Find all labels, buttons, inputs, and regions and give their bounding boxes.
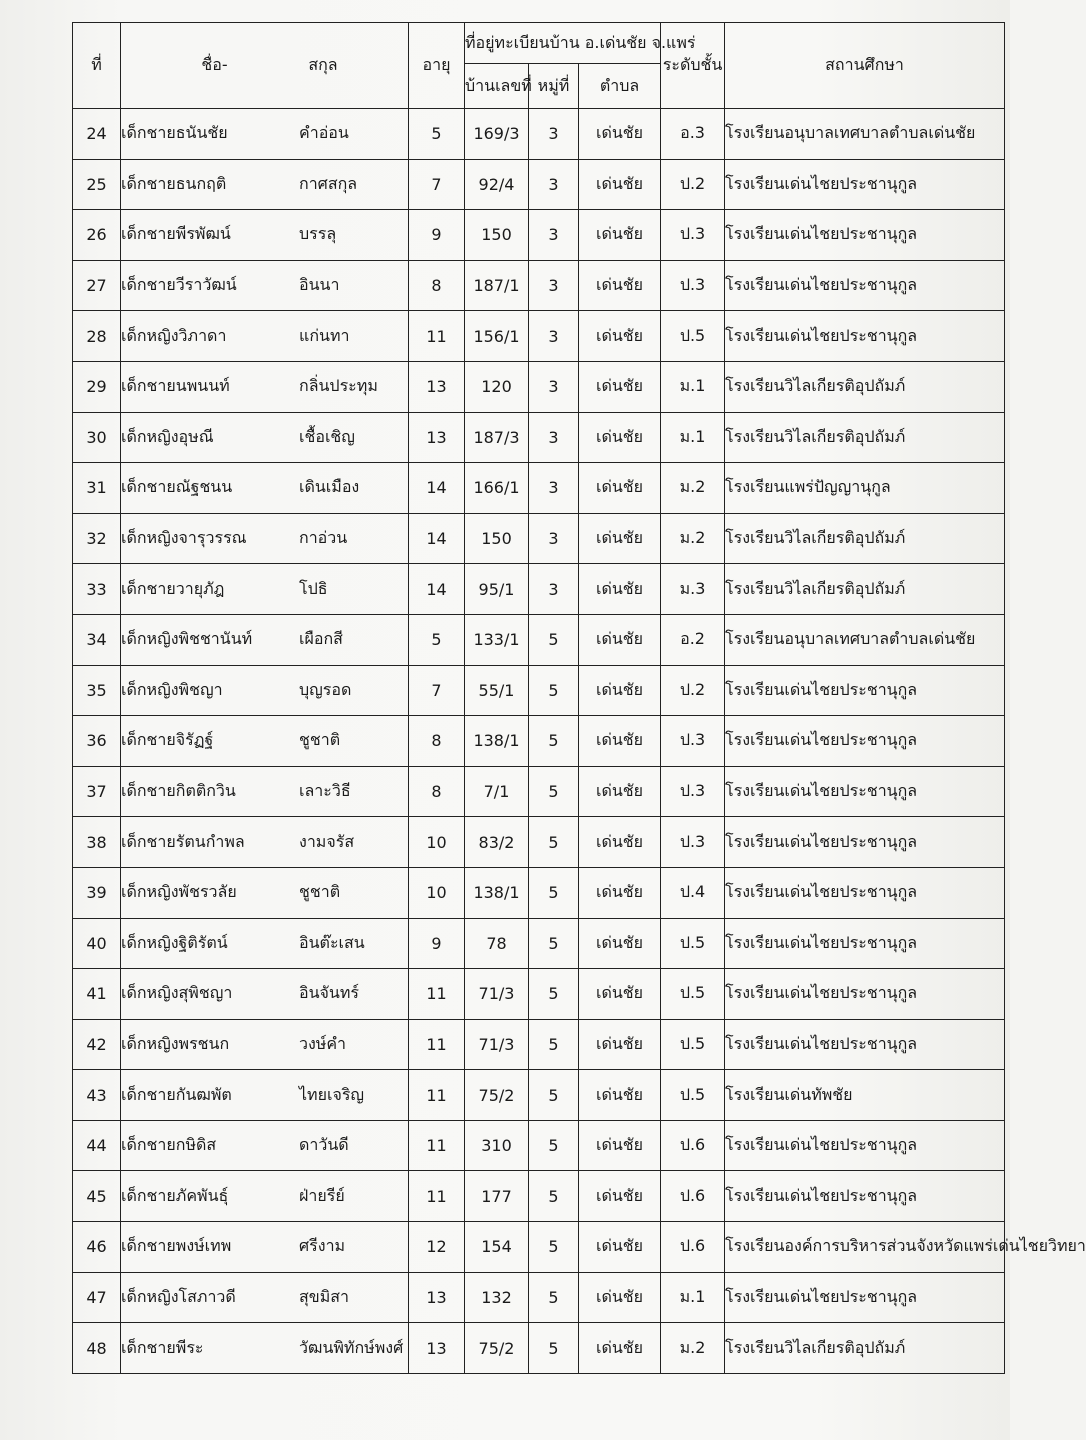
- row-name: [121, 1222, 409, 1273]
- row-no: 45: [73, 1171, 121, 1222]
- row-house-no: 169/3: [465, 109, 529, 160]
- row-grade: ม.2: [661, 513, 725, 564]
- row-age: 14: [409, 564, 465, 615]
- row-name: [121, 1272, 409, 1323]
- row-school: โรงเรียนอนุบาลเทศบาลตำบลเด่นชัย: [725, 614, 1005, 665]
- row-name: [121, 463, 409, 514]
- row-grade: ม.1: [661, 412, 725, 463]
- row-no: 40: [73, 918, 121, 969]
- row-grade: ป.4: [661, 867, 725, 918]
- table-row: [73, 412, 1005, 463]
- row-age: 8: [409, 260, 465, 311]
- row-subdistrict: เด่นชัย: [579, 210, 661, 261]
- row-house-no: 83/2: [465, 817, 529, 868]
- row-village: 5: [529, 1323, 579, 1374]
- table-row: [73, 1171, 1005, 1222]
- row-subdistrict: เด่นชัย: [579, 766, 661, 817]
- row-village: 3: [529, 564, 579, 615]
- row-no: 37: [73, 766, 121, 817]
- row-subdistrict: เด่นชัย: [579, 665, 661, 716]
- row-school: โรงเรียนเด่นไชยประชานุกูล: [725, 1120, 1005, 1171]
- row-village: 5: [529, 1019, 579, 1070]
- table-row: [73, 1323, 1005, 1374]
- table-row: [73, 716, 1005, 767]
- header-age: อายุ: [409, 23, 465, 109]
- row-first-name: เด็กหญิงอุษณี: [121, 426, 214, 446]
- row-school: โรงเรียนเด่นไชยประชานุกูล: [725, 867, 1005, 918]
- row-school: โรงเรียนเด่นไชยประชานุกูล: [725, 1019, 1005, 1070]
- row-name: [121, 766, 409, 817]
- row-village: 5: [529, 665, 579, 716]
- row-school: โรงเรียนอนุบาลเทศบาลตำบลเด่นชัย: [725, 109, 1005, 160]
- row-house-no: 78: [465, 918, 529, 969]
- row-last-name: ฝ่ายรีย์: [299, 1185, 345, 1205]
- row-no: 44: [73, 1120, 121, 1171]
- row-village: 3: [529, 210, 579, 261]
- table-row: [73, 1272, 1005, 1323]
- row-subdistrict: เด่นชัย: [579, 817, 661, 868]
- row-school: โรงเรียนองค์การบริหารส่วนจังหวัดแพร่เด่นไชยวิทยา: [725, 1222, 1005, 1273]
- row-name: [121, 716, 409, 767]
- row-no: 25: [73, 159, 121, 210]
- row-age: 13: [409, 412, 465, 463]
- header-name-last: สกุล: [308, 55, 338, 74]
- row-last-name: อินจันทร์: [299, 983, 359, 1003]
- row-house-no: 154: [465, 1222, 529, 1273]
- row-last-name: แก่นทา: [299, 325, 350, 345]
- row-first-name: เด็กหญิงวิภาดา: [121, 325, 227, 345]
- row-last-name: เผือกสี: [299, 629, 343, 649]
- row-first-name: เด็กชายกันฒพัต: [121, 1084, 232, 1104]
- row-subdistrict: เด่นชัย: [579, 361, 661, 412]
- row-no: 35: [73, 665, 121, 716]
- header-subdistrict: ตำบล: [579, 64, 661, 109]
- row-grade: ม.3: [661, 564, 725, 615]
- row-school: โรงเรียนเด่นไชยประชานุกูล: [725, 817, 1005, 868]
- row-age: 10: [409, 867, 465, 918]
- row-school: โรงเรียนเด่นไชยประชานุกูล: [725, 311, 1005, 362]
- row-first-name: เด็กหญิงพรชนก: [121, 1033, 230, 1053]
- table-row: [73, 311, 1005, 362]
- row-no: 27: [73, 260, 121, 311]
- row-last-name: วัฒนพิทักษ์พงศ์: [299, 1337, 404, 1357]
- table-row: [73, 1019, 1005, 1070]
- row-first-name: เด็กชายพีระ: [121, 1337, 204, 1357]
- row-no: 39: [73, 867, 121, 918]
- row-subdistrict: เด่นชัย: [579, 159, 661, 210]
- row-last-name: ศรีงาม: [299, 1236, 346, 1256]
- row-name: [121, 665, 409, 716]
- row-no: 42: [73, 1019, 121, 1070]
- table-row: [73, 918, 1005, 969]
- row-name: [121, 260, 409, 311]
- row-subdistrict: เด่นชัย: [579, 1120, 661, 1171]
- row-house-no: 75/2: [465, 1070, 529, 1121]
- row-no: 47: [73, 1272, 121, 1323]
- row-house-no: 166/1: [465, 463, 529, 514]
- row-last-name: อินต๊ะเสน: [299, 932, 365, 952]
- row-village: 3: [529, 311, 579, 362]
- row-village: 3: [529, 159, 579, 210]
- row-first-name: เด็กหญิงจารุวรรณ: [121, 528, 247, 548]
- row-village: 5: [529, 1120, 579, 1171]
- row-no: 34: [73, 614, 121, 665]
- header-name-first: ชื่อ-: [201, 55, 228, 74]
- row-village: 3: [529, 260, 579, 311]
- row-village: 3: [529, 412, 579, 463]
- row-village: 3: [529, 361, 579, 412]
- row-grade: ป.5: [661, 969, 725, 1020]
- row-no: 43: [73, 1070, 121, 1121]
- row-subdistrict: เด่นชัย: [579, 1323, 661, 1374]
- header-no: ที่: [73, 23, 121, 109]
- row-house-no: 133/1: [465, 614, 529, 665]
- row-house-no: 156/1: [465, 311, 529, 362]
- table-row: [73, 361, 1005, 412]
- row-last-name: คำอ่อน: [299, 123, 349, 143]
- row-grade: ป.6: [661, 1120, 725, 1171]
- row-school: โรงเรียนวิไลเกียรติอุปถัมภ์: [725, 361, 1005, 412]
- header-name: [121, 23, 409, 109]
- row-first-name: เด็กชายกษิดิส: [121, 1135, 217, 1155]
- row-age: 13: [409, 361, 465, 412]
- row-house-no: 75/2: [465, 1323, 529, 1374]
- row-subdistrict: เด่นชัย: [579, 716, 661, 767]
- header-house-no: บ้านเลขที่: [465, 64, 529, 109]
- row-village: 5: [529, 969, 579, 1020]
- row-last-name: ชูชาติ: [299, 882, 341, 902]
- row-school: โรงเรียนเด่นไชยประชานุกูล: [725, 918, 1005, 969]
- row-grade: ป.3: [661, 210, 725, 261]
- row-last-name: กาศสกุล: [299, 173, 358, 193]
- table-row: [73, 564, 1005, 615]
- row-age: 7: [409, 159, 465, 210]
- row-grade: ป.5: [661, 918, 725, 969]
- table-row: [73, 614, 1005, 665]
- row-name: [121, 1323, 409, 1374]
- row-age: 13: [409, 1323, 465, 1374]
- header-address-group: ที่อยู่ทะเบียนบ้าน อ.เด่นชัย จ.แพร่: [465, 23, 661, 64]
- row-age: 11: [409, 311, 465, 362]
- table-row: [73, 159, 1005, 210]
- row-school: โรงเรียนเด่นไชยประชานุกูล: [725, 665, 1005, 716]
- row-grade: ป.2: [661, 159, 725, 210]
- row-school: โรงเรียนวิไลเกียรติอุปถัมภ์: [725, 513, 1005, 564]
- row-school: โรงเรียนเด่นไชยประชานุกูล: [725, 159, 1005, 210]
- row-house-no: 95/1: [465, 564, 529, 615]
- row-school: โรงเรียนเด่นไชยประชานุกูล: [725, 766, 1005, 817]
- row-house-no: 120: [465, 361, 529, 412]
- row-subdistrict: เด่นชัย: [579, 412, 661, 463]
- row-first-name: เด็กชายรัตนกำพล: [121, 831, 245, 851]
- row-village: 5: [529, 817, 579, 868]
- row-age: 11: [409, 1019, 465, 1070]
- row-grade: ป.5: [661, 1019, 725, 1070]
- row-subdistrict: เด่นชัย: [579, 1222, 661, 1273]
- row-name: [121, 1019, 409, 1070]
- table-row: [73, 1120, 1005, 1171]
- row-age: 14: [409, 513, 465, 564]
- row-first-name: เด็กชายกิตติกวิน: [121, 781, 236, 801]
- table-row: [73, 463, 1005, 514]
- row-house-no: 150: [465, 210, 529, 261]
- row-subdistrict: เด่นชัย: [579, 1171, 661, 1222]
- row-school: โรงเรียนเด่นทัพชัย: [725, 1070, 1005, 1121]
- row-first-name: เด็กชายธนันชัย: [121, 123, 228, 143]
- row-school: โรงเรียนเด่นไชยประชานุกูล: [725, 969, 1005, 1020]
- table-row: [73, 109, 1005, 160]
- row-grade: อ.2: [661, 614, 725, 665]
- row-last-name: บุญรอด: [299, 679, 352, 699]
- row-last-name: เลาะวิธี: [299, 781, 351, 801]
- row-age: 11: [409, 1120, 465, 1171]
- table-row: [73, 513, 1005, 564]
- row-name: [121, 1070, 409, 1121]
- row-grade: อ.3: [661, 109, 725, 160]
- row-house-no: 71/3: [465, 1019, 529, 1070]
- row-age: 8: [409, 766, 465, 817]
- row-subdistrict: เด่นชัย: [579, 260, 661, 311]
- row-age: 12: [409, 1222, 465, 1273]
- table-row: [73, 1070, 1005, 1121]
- row-first-name: เด็กหญิงสุพิชญา: [121, 983, 233, 1003]
- row-last-name: ชูชาติ: [299, 730, 341, 750]
- row-school: โรงเรียนวิไลเกียรติอุปถัมภ์: [725, 1323, 1005, 1374]
- row-village: 5: [529, 1171, 579, 1222]
- row-name: [121, 109, 409, 160]
- row-subdistrict: เด่นชัย: [579, 1019, 661, 1070]
- row-name: [121, 867, 409, 918]
- row-subdistrict: เด่นชัย: [579, 564, 661, 615]
- row-no: 36: [73, 716, 121, 767]
- row-village: 5: [529, 766, 579, 817]
- row-school: โรงเรียนเด่นไชยประชานุกูล: [725, 716, 1005, 767]
- row-last-name: เดินเมือง: [299, 477, 360, 497]
- row-no: 24: [73, 109, 121, 160]
- row-age: 9: [409, 210, 465, 261]
- row-village: 3: [529, 463, 579, 514]
- row-first-name: เด็กหญิงโสภาวดี: [121, 1286, 236, 1306]
- row-grade: ม.2: [661, 1323, 725, 1374]
- row-first-name: เด็กหญิงพิชญา: [121, 679, 223, 699]
- row-subdistrict: เด่นชัย: [579, 918, 661, 969]
- row-house-no: 138/1: [465, 716, 529, 767]
- row-no: 48: [73, 1323, 121, 1374]
- row-grade: ป.3: [661, 260, 725, 311]
- table-row: [73, 260, 1005, 311]
- row-grade: ม.1: [661, 361, 725, 412]
- row-last-name: เชื้อเชิญ: [299, 426, 355, 446]
- row-village: 5: [529, 918, 579, 969]
- row-grade: ม.1: [661, 1272, 725, 1323]
- row-name: [121, 159, 409, 210]
- row-name: [121, 564, 409, 615]
- row-name: [121, 311, 409, 362]
- table-body: [73, 109, 1086, 1374]
- row-name: [121, 614, 409, 665]
- row-village: 5: [529, 1070, 579, 1121]
- row-age: 7: [409, 665, 465, 716]
- row-age: 11: [409, 1171, 465, 1222]
- row-school: โรงเรียนเด่นไชยประชานุกูล: [725, 1272, 1005, 1323]
- row-name: [121, 969, 409, 1020]
- row-name: [121, 817, 409, 868]
- row-no: 38: [73, 817, 121, 868]
- row-last-name: โปธิ: [299, 578, 328, 598]
- row-grade: ป.5: [661, 311, 725, 362]
- table-row: [73, 1222, 1005, 1273]
- row-grade: ป.6: [661, 1222, 725, 1273]
- row-first-name: เด็กชายวีราวัฒน์: [121, 275, 237, 295]
- row-school: โรงเรียนเด่นไชยประชานุกูล: [725, 210, 1005, 261]
- table-row: [73, 766, 1005, 817]
- row-no: 30: [73, 412, 121, 463]
- row-grade: ป.3: [661, 817, 725, 868]
- row-age: 5: [409, 109, 465, 160]
- row-no: 32: [73, 513, 121, 564]
- row-last-name: กาอ่วน: [299, 528, 348, 548]
- row-age: 5: [409, 614, 465, 665]
- row-no: 29: [73, 361, 121, 412]
- row-name: [121, 210, 409, 261]
- row-age: 11: [409, 1070, 465, 1121]
- row-house-no: 92/4: [465, 159, 529, 210]
- row-house-no: 310: [465, 1120, 529, 1171]
- row-no: 31: [73, 463, 121, 514]
- row-age: 9: [409, 918, 465, 969]
- row-house-no: 187/1: [465, 260, 529, 311]
- row-no: 33: [73, 564, 121, 615]
- table-row: [73, 817, 1005, 868]
- row-grade: ป.6: [661, 1171, 725, 1222]
- header-village: หมู่ที่: [529, 64, 579, 109]
- row-last-name: ดาวันดี: [299, 1135, 349, 1155]
- row-village: 5: [529, 867, 579, 918]
- row-last-name: บรรลุ: [299, 224, 337, 244]
- table-row: [73, 867, 1005, 918]
- table-row: [73, 210, 1005, 261]
- row-no: 26: [73, 210, 121, 261]
- row-first-name: เด็กชายธนกฤติ: [121, 173, 227, 193]
- row-village: 5: [529, 614, 579, 665]
- row-grade: ป.2: [661, 665, 725, 716]
- row-no: 28: [73, 311, 121, 362]
- row-first-name: เด็กชายพีรพัฒน์: [121, 224, 231, 244]
- row-school: โรงเรียนเด่นไชยประชานุกูล: [725, 1171, 1005, 1222]
- row-first-name: เด็กชายจิรัฏฐ์: [121, 730, 214, 750]
- row-last-name: อินนา: [299, 275, 340, 295]
- row-name: [121, 1120, 409, 1171]
- row-first-name: เด็กชายภัคพันธุ์: [121, 1185, 229, 1205]
- row-last-name: ไทยเจริญ: [299, 1084, 365, 1104]
- row-village: 3: [529, 109, 579, 160]
- row-subdistrict: เด่นชัย: [579, 867, 661, 918]
- row-age: 8: [409, 716, 465, 767]
- row-first-name: เด็กชายนพนนท์: [121, 376, 230, 396]
- row-name: [121, 513, 409, 564]
- row-first-name: เด็กชายวายุภัฎ: [121, 578, 225, 598]
- row-school: โรงเรียนแพร่ปัญญานุกูล: [725, 463, 1005, 514]
- row-age: 10: [409, 817, 465, 868]
- row-no: 46: [73, 1222, 121, 1273]
- row-school: โรงเรียนเด่นไชยประชานุกูล: [725, 260, 1005, 311]
- row-house-no: 177: [465, 1171, 529, 1222]
- row-name: [121, 412, 409, 463]
- row-first-name: เด็กหญิงฐิติรัตน์: [121, 932, 228, 952]
- row-subdistrict: เด่นชัย: [579, 513, 661, 564]
- row-last-name: สุขมิสา: [299, 1286, 349, 1306]
- row-village: 5: [529, 1222, 579, 1273]
- table-header: [73, 23, 1005, 109]
- row-house-no: 150: [465, 513, 529, 564]
- row-last-name: วงษ์คำ: [299, 1033, 347, 1053]
- row-house-no: 55/1: [465, 665, 529, 716]
- row-first-name: เด็กชายพงษ์เทพ: [121, 1236, 232, 1256]
- row-no: 41: [73, 969, 121, 1020]
- row-last-name: กลิ่นประทุม: [299, 376, 378, 396]
- row-grade: ม.2: [661, 463, 725, 514]
- row-subdistrict: เด่นชัย: [579, 614, 661, 665]
- row-name: [121, 1171, 409, 1222]
- row-subdistrict: เด่นชัย: [579, 463, 661, 514]
- row-last-name: งามจรัส: [299, 831, 355, 851]
- row-first-name: เด็กหญิงพิชชานันท์: [121, 629, 253, 649]
- row-village: 3: [529, 513, 579, 564]
- row-village: 5: [529, 1272, 579, 1323]
- row-subdistrict: เด่นชัย: [579, 311, 661, 362]
- row-school: โรงเรียนวิไลเกียรติอุปถัมภ์: [725, 412, 1005, 463]
- row-name: [121, 361, 409, 412]
- row-first-name: เด็กหญิงพัชรวลัย: [121, 882, 237, 902]
- row-age: 14: [409, 463, 465, 514]
- row-grade: ป.3: [661, 716, 725, 767]
- header-school: สถานศึกษา: [725, 23, 1005, 109]
- row-first-name: เด็กชายณัฐชนน: [121, 477, 233, 497]
- row-grade: ป.5: [661, 1070, 725, 1121]
- row-house-no: 71/3: [465, 969, 529, 1020]
- row-house-no: 7/1: [465, 766, 529, 817]
- row-village: 5: [529, 716, 579, 767]
- row-age: 13: [409, 1272, 465, 1323]
- row-house-no: 138/1: [465, 867, 529, 918]
- row-subdistrict: เด่นชัย: [579, 969, 661, 1020]
- table-row: [73, 969, 1005, 1020]
- student-roster-table: [72, 22, 1086, 1374]
- row-age: 11: [409, 969, 465, 1020]
- header-grade: ระดับชั้น: [661, 23, 725, 109]
- row-subdistrict: เด่นชัย: [579, 109, 661, 160]
- row-house-no: 187/3: [465, 412, 529, 463]
- row-subdistrict: เด่นชัย: [579, 1070, 661, 1121]
- row-house-no: 132: [465, 1272, 529, 1323]
- row-grade: ป.3: [661, 766, 725, 817]
- row-subdistrict: เด่นชัย: [579, 1272, 661, 1323]
- row-school: โรงเรียนวิไลเกียรติอุปถัมภ์: [725, 564, 1005, 615]
- row-name: [121, 918, 409, 969]
- table-row: [73, 665, 1005, 716]
